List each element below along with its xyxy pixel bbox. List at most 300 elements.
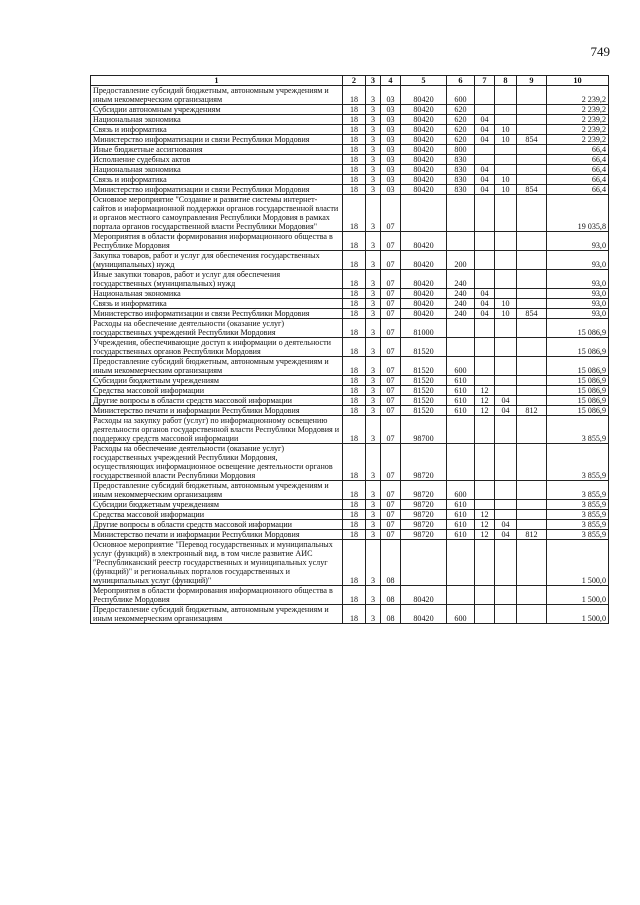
cell-code-6 xyxy=(447,232,475,251)
cell-code-5 xyxy=(401,540,447,586)
cell-code-5: 81520 xyxy=(401,406,447,416)
cell-amount: 93,0 xyxy=(547,251,609,270)
cell-name: Министерство печати и информации Республики Мордовия xyxy=(91,406,343,416)
cell-code-6: 830 xyxy=(447,185,475,195)
cell-code-9 xyxy=(517,232,547,251)
cell-code-3: 3 xyxy=(366,396,381,406)
table-row xyxy=(91,309,609,319)
cell-name: Предоставление субсидий бюджетным, автономным учреждениям и иным некоммерческим организациям xyxy=(91,86,343,105)
column-header-10: 10 xyxy=(547,76,609,86)
cell-code-7: 04 xyxy=(475,185,495,195)
cell-code-6: 240 xyxy=(447,289,475,299)
cell-name: Расходы на обеспечение деятельности (оказание услуг) государственных учреждений Республики Мордовия, осуществляющих информационное освещение деятельности органов государственной власти Республики Мордовия xyxy=(91,444,343,481)
cell-code-2: 18 xyxy=(343,145,366,155)
cell-code-4: 07 xyxy=(381,232,401,251)
cell-code-3: 3 xyxy=(366,155,381,165)
cell-code-5: 80420 xyxy=(401,125,447,135)
cell-code-9 xyxy=(517,299,547,309)
cell-code-6: 240 xyxy=(447,270,475,289)
table-row xyxy=(91,605,609,624)
cell-code-9 xyxy=(517,125,547,135)
cell-code-4: 03 xyxy=(381,135,401,145)
cell-code-5: 98700 xyxy=(401,416,447,444)
cell-code-4: 07 xyxy=(381,309,401,319)
cell-name: Иные закупки товаров, работ и услуг для обеспечения государственных (муниципальных) нужд xyxy=(91,270,343,289)
cell-code-8 xyxy=(495,586,517,605)
table-row xyxy=(91,386,609,396)
cell-code-9 xyxy=(517,376,547,386)
cell-code-5: 80420 xyxy=(401,232,447,251)
cell-code-5: 98720 xyxy=(401,444,447,481)
cell-code-8 xyxy=(495,195,517,232)
cell-code-5: 80420 xyxy=(401,299,447,309)
cell-code-5: 80420 xyxy=(401,145,447,155)
cell-code-4: 08 xyxy=(381,540,401,586)
cell-code-7: 12 xyxy=(475,530,495,540)
cell-code-5: 80420 xyxy=(401,309,447,319)
cell-code-7: 12 xyxy=(475,406,495,416)
cell-name: Национальная экономика xyxy=(91,289,343,299)
cell-amount: 2 239,2 xyxy=(547,115,609,125)
cell-amount: 93,0 xyxy=(547,270,609,289)
cell-code-2: 18 xyxy=(343,406,366,416)
cell-code-4: 07 xyxy=(381,338,401,357)
cell-amount: 3 855,9 xyxy=(547,500,609,510)
cell-code-9 xyxy=(517,520,547,530)
cell-code-8 xyxy=(495,232,517,251)
cell-code-4: 07 xyxy=(381,406,401,416)
cell-code-2: 18 xyxy=(343,376,366,386)
cell-name: Субсидии бюджетным учреждениям xyxy=(91,376,343,386)
cell-code-3: 3 xyxy=(366,510,381,520)
cell-code-5: 81000 xyxy=(401,319,447,338)
cell-code-2: 18 xyxy=(343,444,366,481)
cell-name: Национальная экономика xyxy=(91,165,343,175)
cell-amount: 2 239,2 xyxy=(547,86,609,105)
cell-name: Другие вопросы в области средств массовой информации xyxy=(91,396,343,406)
cell-code-8: 04 xyxy=(495,396,517,406)
table-row xyxy=(91,376,609,386)
cell-code-3: 3 xyxy=(366,444,381,481)
cell-code-6: 200 xyxy=(447,251,475,270)
cell-name: Министерство информатизации и связи Республики Мордовия xyxy=(91,185,343,195)
cell-code-7 xyxy=(475,605,495,624)
cell-code-5: 80420 xyxy=(401,251,447,270)
cell-code-9 xyxy=(517,586,547,605)
cell-code-6: 800 xyxy=(447,145,475,155)
cell-code-6: 610 xyxy=(447,376,475,386)
cell-code-7: 04 xyxy=(475,299,495,309)
cell-code-2: 18 xyxy=(343,195,366,232)
cell-code-2: 18 xyxy=(343,386,366,396)
cell-amount: 3 855,9 xyxy=(547,520,609,530)
cell-code-2: 18 xyxy=(343,232,366,251)
cell-code-9 xyxy=(517,115,547,125)
cell-name: Основное мероприятие "Перевод государственных и муниципальных услуг (функций) в электронный вид, в том числе развитие АИС "Республиканский реестр государственных и муниципальных услуг (функций)" и региональных порталов государственных и муниципальных услуг (функций)" xyxy=(91,540,343,586)
cell-code-9 xyxy=(517,396,547,406)
cell-code-2: 18 xyxy=(343,396,366,406)
table-row xyxy=(91,145,609,155)
cell-code-4: 07 xyxy=(381,530,401,540)
cell-code-8 xyxy=(495,416,517,444)
cell-name: Субсидии автономным учреждениям xyxy=(91,105,343,115)
cell-code-4: 07 xyxy=(381,376,401,386)
page-number: 749 xyxy=(590,44,610,59)
cell-code-9: 854 xyxy=(517,185,547,195)
cell-code-6: 600 xyxy=(447,481,475,500)
cell-code-2: 18 xyxy=(343,289,366,299)
cell-amount: 66,4 xyxy=(547,165,609,175)
cell-code-8 xyxy=(495,444,517,481)
cell-code-9 xyxy=(517,195,547,232)
cell-code-4: 03 xyxy=(381,125,401,135)
table-row xyxy=(91,520,609,530)
cell-code-5: 80420 xyxy=(401,155,447,165)
table-row xyxy=(91,396,609,406)
column-header-2: 2 xyxy=(343,76,366,86)
cell-code-3: 3 xyxy=(366,195,381,232)
cell-name: Расходы на закупку работ (услуг) по информационному освещению деятельности органов государственной власти Республики Мордовия и поддержку средств массовой информации xyxy=(91,416,343,444)
cell-code-6: 610 xyxy=(447,406,475,416)
table-row xyxy=(91,500,609,510)
cell-code-4: 03 xyxy=(381,145,401,155)
table-row xyxy=(91,155,609,165)
cell-code-7 xyxy=(475,155,495,165)
cell-code-2: 18 xyxy=(343,251,366,270)
cell-code-3: 3 xyxy=(366,165,381,175)
cell-code-9 xyxy=(517,251,547,270)
cell-amount: 93,0 xyxy=(547,232,609,251)
cell-amount: 93,0 xyxy=(547,289,609,299)
column-header-6: 6 xyxy=(447,76,475,86)
cell-code-6: 610 xyxy=(447,520,475,530)
cell-code-4: 07 xyxy=(381,319,401,338)
cell-code-9 xyxy=(517,289,547,299)
cell-code-3: 3 xyxy=(366,299,381,309)
table-row xyxy=(91,175,609,185)
cell-code-9 xyxy=(517,165,547,175)
table-row xyxy=(91,105,609,115)
cell-amount: 19 035,8 xyxy=(547,195,609,232)
cell-code-3: 3 xyxy=(366,232,381,251)
cell-code-8: 10 xyxy=(495,125,517,135)
column-header-4: 4 xyxy=(381,76,401,86)
table-row xyxy=(91,135,609,145)
cell-code-4: 03 xyxy=(381,155,401,165)
cell-code-6: 600 xyxy=(447,357,475,376)
cell-code-6: 830 xyxy=(447,155,475,165)
cell-code-3: 3 xyxy=(366,357,381,376)
cell-code-4: 08 xyxy=(381,586,401,605)
column-header-1: 1 xyxy=(91,76,343,86)
cell-amount: 15 086,9 xyxy=(547,357,609,376)
cell-code-9 xyxy=(517,444,547,481)
cell-code-6 xyxy=(447,195,475,232)
cell-code-7 xyxy=(475,232,495,251)
table-row xyxy=(91,481,609,500)
cell-code-5: 80420 xyxy=(401,105,447,115)
cell-amount: 3 855,9 xyxy=(547,530,609,540)
cell-code-2: 18 xyxy=(343,270,366,289)
cell-code-7: 12 xyxy=(475,510,495,520)
cell-code-4: 07 xyxy=(381,510,401,520)
cell-code-7 xyxy=(475,540,495,586)
cell-code-7: 04 xyxy=(475,165,495,175)
cell-name: Министерство печати и информации Республики Мордовия xyxy=(91,530,343,540)
cell-code-7 xyxy=(475,481,495,500)
cell-code-7 xyxy=(475,86,495,105)
cell-code-3: 3 xyxy=(366,115,381,125)
cell-code-5: 80420 xyxy=(401,270,447,289)
cell-name: Основное мероприятие "Создание и развитие системы интернет-сайтов и информационной поддержки органов государственной власти и органов местного самоуправления Республики Мордовия в рамках портала органов государственной власти Республики Мордовия" xyxy=(91,195,343,232)
cell-name: Министерство информатизации и связи Республики Мордовия xyxy=(91,309,343,319)
table-row xyxy=(91,232,609,251)
table-row xyxy=(91,338,609,357)
cell-code-8: 04 xyxy=(495,530,517,540)
cell-name: Предоставление субсидий бюджетным, автономным учреждениям и иным некоммерческим организациям xyxy=(91,481,343,500)
cell-code-8: 10 xyxy=(495,175,517,185)
cell-code-9 xyxy=(517,540,547,586)
cell-code-6: 620 xyxy=(447,135,475,145)
cell-code-7 xyxy=(475,376,495,386)
cell-code-7 xyxy=(475,586,495,605)
cell-code-7 xyxy=(475,145,495,155)
cell-name: Другие вопросы в области средств массовой информации xyxy=(91,520,343,530)
cell-code-5: 81520 xyxy=(401,338,447,357)
cell-code-3: 3 xyxy=(366,376,381,386)
table-row xyxy=(91,299,609,309)
cell-code-8 xyxy=(495,481,517,500)
cell-code-6: 610 xyxy=(447,500,475,510)
cell-code-2: 18 xyxy=(343,319,366,338)
cell-code-3: 3 xyxy=(366,605,381,624)
cell-code-9: 854 xyxy=(517,135,547,145)
cell-code-7 xyxy=(475,319,495,338)
cell-code-5: 80420 xyxy=(401,289,447,299)
cell-code-5: 80420 xyxy=(401,86,447,105)
cell-code-7: 04 xyxy=(475,135,495,145)
cell-code-5 xyxy=(401,195,447,232)
cell-code-6: 610 xyxy=(447,386,475,396)
cell-code-7 xyxy=(475,195,495,232)
cell-code-3: 3 xyxy=(366,520,381,530)
cell-code-4: 07 xyxy=(381,386,401,396)
cell-code-4: 07 xyxy=(381,481,401,500)
cell-code-5: 98720 xyxy=(401,500,447,510)
cell-code-7 xyxy=(475,444,495,481)
cell-amount: 2 239,2 xyxy=(547,105,609,115)
cell-code-6 xyxy=(447,586,475,605)
table-row xyxy=(91,406,609,416)
column-header-7: 7 xyxy=(475,76,495,86)
cell-name: Учреждения, обеспечивающие доступ к информации о деятельности государственных органов Республики Мордовия xyxy=(91,338,343,357)
cell-code-4: 07 xyxy=(381,444,401,481)
cell-amount: 2 239,2 xyxy=(547,125,609,135)
cell-code-6 xyxy=(447,338,475,357)
table-row xyxy=(91,289,609,299)
cell-code-7: 04 xyxy=(475,289,495,299)
cell-amount: 15 086,9 xyxy=(547,338,609,357)
cell-code-8 xyxy=(495,510,517,520)
cell-code-5: 81520 xyxy=(401,376,447,386)
cell-code-2: 18 xyxy=(343,175,366,185)
cell-amount: 15 086,9 xyxy=(547,386,609,396)
cell-code-7 xyxy=(475,357,495,376)
cell-code-3: 3 xyxy=(366,481,381,500)
cell-code-6: 240 xyxy=(447,299,475,309)
cell-code-9 xyxy=(517,605,547,624)
cell-amount: 66,4 xyxy=(547,185,609,195)
cell-amount: 15 086,9 xyxy=(547,319,609,338)
cell-code-2: 18 xyxy=(343,309,366,319)
cell-code-2: 18 xyxy=(343,125,366,135)
column-header-3: 3 xyxy=(366,76,381,86)
cell-code-4: 03 xyxy=(381,105,401,115)
cell-code-9 xyxy=(517,386,547,396)
table-row xyxy=(91,540,609,586)
cell-code-3: 3 xyxy=(366,416,381,444)
cell-code-8 xyxy=(495,165,517,175)
cell-amount: 1 500,0 xyxy=(547,605,609,624)
cell-code-9 xyxy=(517,175,547,185)
cell-code-3: 3 xyxy=(366,175,381,185)
cell-code-8 xyxy=(495,376,517,386)
cell-code-7: 12 xyxy=(475,396,495,406)
cell-code-2: 18 xyxy=(343,115,366,125)
table-row xyxy=(91,195,609,232)
cell-amount: 66,4 xyxy=(547,155,609,165)
cell-code-4: 07 xyxy=(381,500,401,510)
cell-code-7: 12 xyxy=(475,386,495,396)
cell-amount: 2 239,2 xyxy=(547,135,609,145)
cell-code-3: 3 xyxy=(366,530,381,540)
cell-code-2: 18 xyxy=(343,338,366,357)
cell-code-2: 18 xyxy=(343,185,366,195)
cell-code-4: 03 xyxy=(381,86,401,105)
cell-code-5: 98720 xyxy=(401,481,447,500)
cell-code-8: 10 xyxy=(495,309,517,319)
cell-amount: 93,0 xyxy=(547,299,609,309)
cell-code-5: 80420 xyxy=(401,586,447,605)
cell-code-3: 3 xyxy=(366,500,381,510)
cell-code-3: 3 xyxy=(366,251,381,270)
cell-code-8 xyxy=(495,386,517,396)
cell-code-4: 03 xyxy=(381,165,401,175)
cell-name: Средства массовой информации xyxy=(91,510,343,520)
cell-code-9 xyxy=(517,357,547,376)
cell-code-8 xyxy=(495,319,517,338)
cell-code-8 xyxy=(495,145,517,155)
cell-name: Национальная экономика xyxy=(91,115,343,125)
cell-code-9 xyxy=(517,86,547,105)
cell-code-8 xyxy=(495,155,517,165)
cell-name: Связь и информатика xyxy=(91,299,343,309)
cell-code-7 xyxy=(475,270,495,289)
cell-amount: 1 500,0 xyxy=(547,540,609,586)
column-header-5: 5 xyxy=(401,76,447,86)
cell-name: Расходы на обеспечение деятельности (оказание услуг) государственных учреждений Республики Мордовия xyxy=(91,319,343,338)
table-row xyxy=(91,165,609,175)
cell-name: Связь и информатика xyxy=(91,175,343,185)
cell-code-9 xyxy=(517,416,547,444)
cell-code-7: 04 xyxy=(475,115,495,125)
cell-code-2: 18 xyxy=(343,605,366,624)
cell-code-7: 12 xyxy=(475,520,495,530)
cell-amount: 66,4 xyxy=(547,145,609,155)
table-row xyxy=(91,115,609,125)
cell-code-8 xyxy=(495,251,517,270)
cell-name: Иные бюджетные ассигнования xyxy=(91,145,343,155)
cell-code-2: 18 xyxy=(343,155,366,165)
cell-name: Связь и информатика xyxy=(91,125,343,135)
cell-name: Исполнение судебных актов xyxy=(91,155,343,165)
cell-code-6: 610 xyxy=(447,510,475,520)
cell-code-2: 18 xyxy=(343,86,366,105)
cell-code-7 xyxy=(475,416,495,444)
cell-code-6: 830 xyxy=(447,165,475,175)
cell-code-2: 18 xyxy=(343,586,366,605)
cell-code-6: 600 xyxy=(447,605,475,624)
cell-code-8 xyxy=(495,115,517,125)
cell-code-3: 3 xyxy=(366,185,381,195)
cell-code-2: 18 xyxy=(343,540,366,586)
cell-code-5: 81520 xyxy=(401,386,447,396)
cell-code-3: 3 xyxy=(366,540,381,586)
cell-code-4: 08 xyxy=(381,605,401,624)
cell-code-8 xyxy=(495,289,517,299)
cell-code-8 xyxy=(495,357,517,376)
cell-code-9: 812 xyxy=(517,530,547,540)
cell-code-4: 03 xyxy=(381,185,401,195)
table-row xyxy=(91,125,609,135)
cell-amount: 3 855,9 xyxy=(547,510,609,520)
cell-code-9: 812 xyxy=(517,406,547,416)
cell-amount: 15 086,9 xyxy=(547,396,609,406)
cell-code-7: 04 xyxy=(475,175,495,185)
cell-code-8 xyxy=(495,105,517,115)
table-row xyxy=(91,586,609,605)
cell-code-3: 3 xyxy=(366,125,381,135)
table-row xyxy=(91,444,609,481)
cell-code-2: 18 xyxy=(343,530,366,540)
budget-table xyxy=(90,75,609,624)
table-row xyxy=(91,357,609,376)
cell-code-4: 03 xyxy=(381,175,401,185)
column-header-8: 8 xyxy=(495,76,517,86)
cell-code-7 xyxy=(475,338,495,357)
cell-code-3: 3 xyxy=(366,338,381,357)
column-header-9: 9 xyxy=(517,76,547,86)
cell-code-2: 18 xyxy=(343,165,366,175)
cell-code-9 xyxy=(517,105,547,115)
cell-code-3: 3 xyxy=(366,586,381,605)
cell-code-9 xyxy=(517,155,547,165)
table-row xyxy=(91,416,609,444)
cell-code-5: 98720 xyxy=(401,530,447,540)
cell-code-3: 3 xyxy=(366,105,381,115)
table-row xyxy=(91,185,609,195)
cell-code-4: 07 xyxy=(381,416,401,444)
cell-code-4: 07 xyxy=(381,289,401,299)
cell-code-3: 3 xyxy=(366,289,381,299)
cell-code-2: 18 xyxy=(343,105,366,115)
cell-name: Мероприятия в области формирования информационного общества в Республике Мордовия xyxy=(91,232,343,251)
cell-code-9 xyxy=(517,481,547,500)
cell-code-5: 81520 xyxy=(401,357,447,376)
cell-code-6: 600 xyxy=(447,86,475,105)
cell-code-7: 04 xyxy=(475,309,495,319)
cell-code-4: 07 xyxy=(381,270,401,289)
